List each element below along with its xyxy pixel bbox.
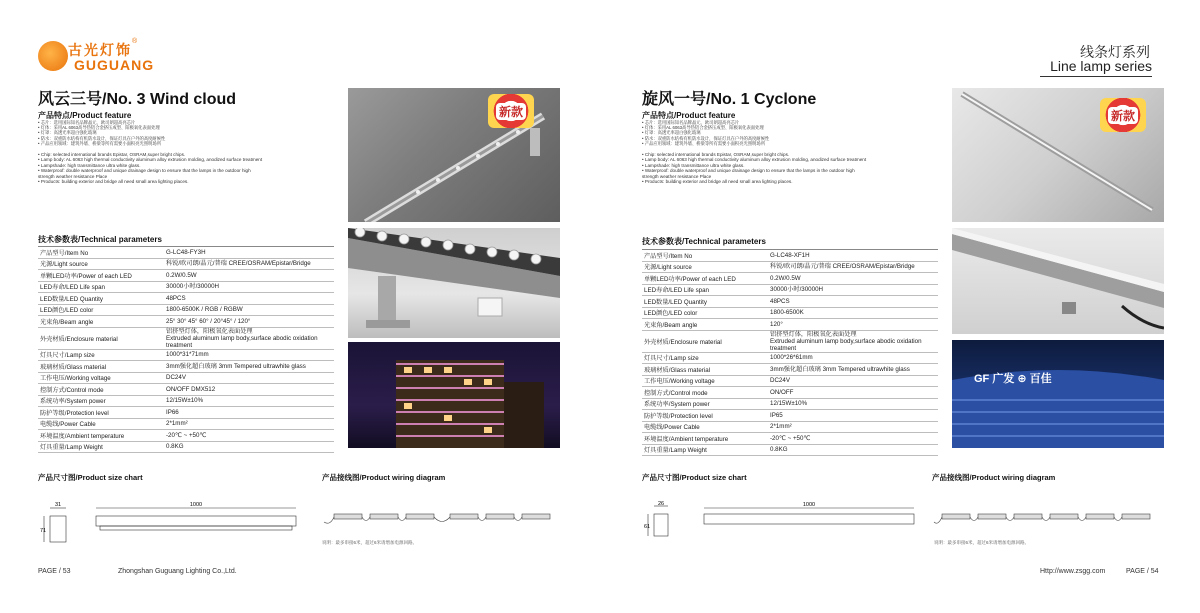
building-night-image [952,340,1164,448]
spec-row [38,349,334,361]
spec-key: 灯具重量/Lamp Weight [38,441,164,453]
spec-body [38,247,334,453]
spec-key: LED颜色/LED color [38,304,164,316]
spec-value: 1800-6500K / RGB / RGBW [164,304,334,316]
lamp-detail-image [348,228,560,338]
feature-line-en: • Chip: selected international brands Epistar, OSRAM,super bright chips. [642,152,790,157]
building-sign-text: GF 广发 ⊕ 百佳 [974,373,1052,385]
spec-key: 产品型号/Item No [38,247,164,259]
spec-value: 0.2W/0.5W [768,273,938,285]
spec-key: 防护等级/Protection level [642,410,768,422]
spec-key: 灯具尺寸/Lamp size [642,352,768,364]
spec-value: -20℃ ~ +50℃ [768,433,938,445]
spec-row [642,375,938,387]
spec-row [642,444,938,456]
dim-width: 31 [54,502,62,508]
spec-row [38,304,334,316]
spec-key: 外壳材质/Enclosure material [642,330,768,352]
spec-value: 科锐/欧司朗/晶元/普瑞 CREE/OSRAM/Epistar/Bridge [164,258,334,270]
feature-line: • 灯体：采用AL 6063高导热铝合金挤压成型、阳极氧化表面处理 [38,125,160,131]
feature-line: • 产品应用领域：建筑外墙、桥梁等所有需要小面积亮光照明场所 [642,140,766,146]
spec-row [642,352,938,364]
spec-row [642,330,938,352]
spec-value: G-LC48-XF1H [768,250,938,262]
spec-row [642,284,938,296]
dim-length: 1000 [802,502,816,508]
feature-line-en: • Lampshade: high transmittance ultra white glass. [38,162,141,168]
website-link[interactable]: Http://www.zsgg.com [1040,568,1106,575]
spec-row [642,364,938,376]
spec-row [642,398,938,410]
application-photo-building [348,342,560,448]
spec-key: 工作电压/Working voltage [642,375,768,387]
spec-value: 1800-6500K [768,307,938,319]
spec-value: 12/15W±10% [164,395,334,407]
wiring-heading: 产品接线图/Product wiring diagram [322,473,446,482]
feature-line: • 防水：双重防水结构有机防水设计，保证灯具在户外的高度耐候性 [38,135,166,141]
spec-row [38,327,334,349]
spec-row [38,418,334,430]
feature-heading: 产品特点/Product feature [38,111,132,120]
dim-height: 71 [40,528,47,534]
feature-line: • 灯体：采用AL 6063高导热铝合金挤压成型、阳极氧化表面处理 [642,125,764,131]
spec-row [38,384,334,396]
feature-line-en: • Lamp body: AL 6063 high thermal conductivity aluminum alloy extrusion molding, anodized surface treatment [38,157,263,163]
spec-table [38,246,334,453]
series-name-en: Line lamp series [1050,58,1152,74]
spec-key: 系统功率/System power [642,398,768,410]
spec-row [642,319,938,331]
page-number: PAGE / 54 [1126,568,1159,575]
spec-key: LED寿命/LED Life span [642,284,768,296]
spec-key: 光束角/Beam angle [642,319,768,331]
product-title: 风云三号/No. 3 Wind cloud [38,91,237,108]
spec-row [642,433,938,445]
spec-key: 单颗LED功率/Power of each LED [38,270,164,282]
spec-key: LED寿命/LED Life span [38,281,164,293]
spec-row [642,250,938,262]
spec-key: LED颜色/LED color [642,307,768,319]
feature-line-en: • Chip: selected international brands Epistar, OSRAM,super bright chips. [38,152,186,157]
wiring-note: 说明：最多串接6米，超过6米请增加电源回路。 [322,540,418,545]
spec-body [642,250,938,456]
page-number: PAGE / 53 [38,568,71,575]
feature-line-en: strength weather resistance Place [38,173,108,179]
feature-line-en: • Products: building exterior and bridge all need small area lighting places. [38,179,189,185]
product-photo-detail [348,228,560,338]
product-photo-main [348,88,560,222]
spec-value: 0.8KG [768,444,938,456]
page-54 [600,0,1200,613]
new-badge [488,94,534,128]
spec-value: 120° [768,319,938,331]
spec-row [38,407,334,419]
feature-line-en: • Waterproof: double waterproof and unique drainage design to ensure that the lamps in the outdoor high [642,168,855,174]
spec-key: LED数量/LED Quantity [642,296,768,308]
spec-row [38,281,334,293]
features-cn [642,120,932,146]
spec-value: IP66 [164,407,334,419]
spec-value: 铝挤型灯体，阳极氧化表面处理 Extruded aluminum lamp body,surface abodic oxidation treatment [768,330,938,352]
wiring-heading: 产品接线图/Product wiring diagram [932,473,1056,482]
features-en [642,152,942,184]
features-cn [38,120,328,146]
feature-line: • 芯片：选用国际知名品牌晶元、欧司朗超高亮芯片 [642,120,740,125]
brand-name-en: GUGUANG [74,57,155,73]
series-name-cn: 线条灯系列 [1080,44,1150,60]
dim-height: 61 [644,524,651,530]
spec-value: ON/OFF [768,387,938,399]
logo-swirl-icon [38,41,68,71]
spec-key: 工作电压/Working voltage [38,372,164,384]
spec-row [38,258,334,270]
spec-value: 2*1mm² [164,418,334,430]
spec-key: 灯具重量/Lamp Weight [642,444,768,456]
series-underline [1040,76,1152,77]
building-night-image [348,342,560,448]
spec-value: 1000*31*71mm [164,349,334,361]
size-drawing [40,498,310,558]
spec-key: 光源/Light source [642,261,768,273]
product-photo-main [952,88,1164,222]
spec-row [642,410,938,422]
spec-value: -20℃ ~ +50℃ [164,430,334,442]
spec-value: 30000小时/30000H [164,281,334,293]
spec-value: 12/15W±10% [768,398,938,410]
product-title: 旋风一号/No. 1 Cyclone [642,91,817,108]
spec-key: 控制方式/Control mode [38,384,164,396]
spec-value: 30000小时/30000H [768,284,938,296]
spec-key: 控制方式/Control mode [642,387,768,399]
spec-value: 48PCS [164,293,334,305]
spec-row [642,261,938,273]
spec-key: 系统功率/System power [38,395,164,407]
spec-key: 电缆线/Power Cable [642,421,768,433]
new-badge [1100,98,1146,132]
application-photo-building [952,340,1164,448]
spec-value: 0.2W/0.5W [164,270,334,282]
spec-row [38,361,334,373]
spec-row [38,293,334,305]
spec-row [642,387,938,399]
spec-value: 48PCS [768,296,938,308]
feature-heading: 产品特点/Product feature [642,111,736,120]
spec-row [38,270,334,282]
wiring-diagram [320,500,560,536]
feature-line-en: • Lampshade: high transmittance ultra white glass. [642,162,745,168]
spec-key: LED数量/LED Quantity [38,293,164,305]
spec-row [38,430,334,442]
size-drawing [644,500,924,540]
feature-line-en: • Waterproof: double waterproof and unique drainage design to ensure that the lamps in the outdoor high [38,168,251,174]
brand-name-cn: 古光灯饰 [68,42,132,58]
spec-key: 环境温度/Ambient temperature [642,433,768,445]
spec-row [642,307,938,319]
brand-logo [38,38,158,74]
feature-line: • 产品应用领域：建筑外墙、桥梁等所有需要小面积亮光照明场所 [38,140,162,146]
size-heading: 产品尺寸图/Product size chart [38,473,143,482]
spec-key: 电缆线/Power Cable [38,418,164,430]
spec-key: 环境温度/Ambient temperature [38,430,164,442]
tech-heading: 技术参数表/Technical parameters [642,237,766,246]
spec-key: 灯具尺寸/Lamp size [38,349,164,361]
spec-row [38,316,334,328]
spec-key: 外壳材质/Enclosure material [38,327,164,349]
spec-key: 玻璃材质/Glass material [642,364,768,376]
tech-heading: 技术参数表/Technical parameters [38,235,162,244]
spec-value: G-LC48-FY3H [164,247,334,259]
spec-key: 防护等级/Protection level [38,407,164,419]
feature-line-en: strength weather resistance Place [642,173,712,179]
feature-line: • 灯罩：高透光率超白强化玻璃 [38,130,97,136]
registered-mark: ® [132,38,138,45]
spec-key: 产品型号/Item No [642,250,768,262]
wiring-note: 说明：最多串接6米，超过6米请增加电源回路。 [934,540,1030,545]
spec-row [38,247,334,259]
dim-width: 26 [657,501,665,507]
feature-line: • 芯片：选用国际知名品牌晶元、欧司朗超高亮芯片 [38,120,136,125]
spec-key: 光束角/Beam angle [38,316,164,328]
spec-value: 2*1mm² [768,421,938,433]
dim-length: 1000 [189,502,203,508]
spec-key: 单颗LED功率/Power of each LED [642,273,768,285]
size-heading: 产品尺寸图/Product size chart [642,473,747,482]
spec-value: 3mm强化超白玻璃 3mm Tempered ultrawhite glass [768,364,938,376]
spec-value: 3mm强化超白玻璃 3mm Tempered ultrawhite glass [164,361,334,373]
spec-table [642,249,938,456]
spec-value: 科锐/欧司朗/晶元/普瑞 CREE/OSRAM/Epistar/Bridge [768,261,938,273]
spec-value: ON/OFF DMX512 [164,384,334,396]
spec-row [38,372,334,384]
new-badge-text: 新款 [496,103,526,120]
feature-line-en: • Lamp body: AL 6063 high thermal conductivity aluminum alloy extrusion molding, anodized surface treatment [642,157,867,163]
feature-line: • 防水：双重防水结构有机防水设计，保证灯具在户外的高度耐候性 [642,135,770,141]
spec-value: DC24V [164,372,334,384]
spec-value: IP65 [768,410,938,422]
spec-key: 光源/Light source [38,258,164,270]
feature-line-en: • Products: building exterior and bridge all need small area lighting places. [642,179,793,185]
wiring-diagram [932,500,1162,536]
spec-row [642,296,938,308]
spec-row [642,421,938,433]
spec-value: 0.8KG [164,441,334,453]
features-en [38,152,338,184]
spec-value: 25° 30° 45° 60° / 20°45° / 120° [164,316,334,328]
company-name: Zhongshan Guguang Lighting Co.,Ltd. [118,568,237,575]
spec-row [38,441,334,453]
product-photo-detail [952,228,1164,334]
feature-line: • 灯罩：高透光率超白强化玻璃 [642,130,701,136]
spec-key: 玻璃材质/Glass material [38,361,164,373]
lamp-detail-image [952,228,1164,334]
new-badge-text: 新款 [1108,107,1138,124]
spec-value: 1000*26*61mm [768,352,938,364]
spec-value: 铝挤型灯体，阳极氧化表面处理 Extruded aluminum lamp body,surface abodic oxidation treatment [164,327,334,349]
spec-value: DC24V [768,375,938,387]
spec-row [38,395,334,407]
spec-row [642,273,938,285]
